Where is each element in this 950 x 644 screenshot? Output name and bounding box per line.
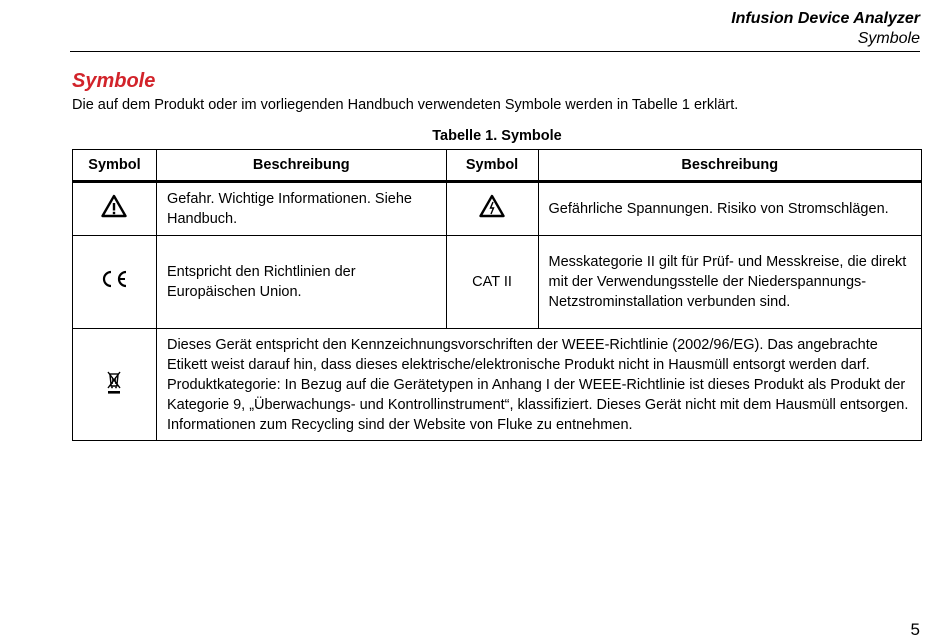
description-cell: Gefahr. Wichtige Informationen. Siehe Handbuch. <box>156 182 446 236</box>
high-voltage-triangle-icon <box>479 194 505 218</box>
cat-ii-label: CAT II <box>446 236 538 329</box>
weee-crossed-bin-icon <box>105 369 123 395</box>
running-header-subtitle: Symbole <box>857 30 920 47</box>
weee-description-cell: Dieses Gerät entspricht den Kennzeichnungsvorschriften der WEEE-Richtlinie (2002/96/EG). Das angebrachte Etikett weist darauf hin, dass dieses elektrische/elektronische Produkt nicht in Hausmüll entsorgt werden darf. Produktkategorie: In Bezug auf die Gerätetypen in Anhang I der WEEE-Richtlinie ist dieses Produkt als Produkt der Kategorie 9, „Überwachungs- und Kontrollinstrument“, klassifiziert. Dieses Gerät nicht mit dem Hausmüll entsorgen. Informationen zum Recycling sind der Website von Fluke zu entnehmen. <box>156 329 921 441</box>
header-rule <box>70 51 920 52</box>
section-title: Symbole <box>72 70 156 92</box>
symbol-cell <box>73 182 157 236</box>
symbol-cell <box>73 329 157 441</box>
warning-triangle-icon <box>101 194 127 218</box>
symbol-cell <box>446 182 538 236</box>
table-header-row <box>73 150 922 182</box>
page-number: 5 <box>910 620 920 639</box>
running-header-title: Infusion Device Analyzer <box>731 10 920 27</box>
column-header-description: Beschreibung <box>538 150 921 182</box>
symbols-table <box>72 149 922 441</box>
column-header-description: Beschreibung <box>156 150 446 182</box>
intro-paragraph: Die auf dem Produkt oder im vorliegenden Handbuch verwendeten Symbole werden in Tabelle 1 erklärt. <box>72 97 739 113</box>
description-cell: Gefährliche Spannungen. Risiko von Stromschlägen. <box>538 182 921 236</box>
ce-mark-icon <box>99 269 129 289</box>
table-row <box>73 182 922 236</box>
table-caption: Tabelle 1. Symbole <box>432 128 562 144</box>
column-header-symbol: Symbol <box>73 150 157 182</box>
description-cell: Messkategorie II gilt für Prüf- und Messkreise, die direkt mit der Verwendungsstelle der Niederspannungs-Netzstrominstallation verbunden sind. <box>538 236 921 329</box>
table-row <box>73 236 922 329</box>
description-cell: Entspricht den Richtlinien der Europäischen Union. <box>156 236 446 329</box>
symbol-cell <box>73 236 157 329</box>
column-header-symbol: Symbol <box>446 150 538 182</box>
table-row <box>73 329 922 441</box>
